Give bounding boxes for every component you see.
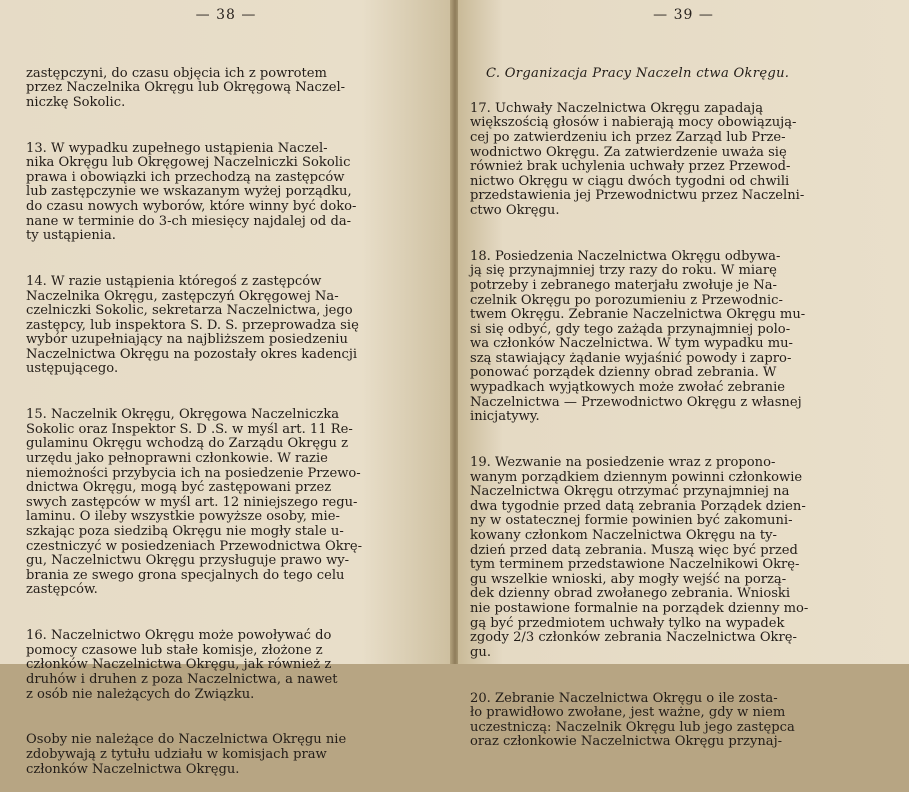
paragraph-19: 19. Wezwanie na posiedzenie wraz z propono- wanym porządkiem dziennym powinni członkowie Naczelnictwa Okręgu otrzymać przynajmniej na dwa tygodnie przed datą zebrania Porządek dzien- ny w ostatecznej formie powinien być zakomuni- kowany członkom Naczelnictwa Okręgu na ty- dzień przed datą zebrania. Muszą więc być przed tym terminem przedstawione Naczelnikowi Okrę- gu wszelkie wnioski, aby mogły wejść na porzą- dek dzienny obrad zwołanego zebrania. Wnioski nie postawione formalnie na porządek dzienny mo- gą być przedmiotem uchwały tylko na wypadek zgody 2/3 członków zebrania Naczelnictwa Okrę- gu. [470, 455, 809, 660]
page-number: — 38 — [195, 7, 257, 23]
paragraph-14: 14. W razie ustąpienia któregoś z zastępców Naczelnika Okręgu, zastępczyń Okręgowej Na- czelniczki Sokolic, sekretarza Naczelnictwa, jego zastępcy, lub inspektora S. D. S. przeprowadza się wybór uzupełniający na najbliższem posiedzeniu Naczelnictwa Okręgu na pozostały okres kadencji ustępującego. [26, 273, 359, 377]
paragraph: zastępczyni, do czasu objęcia ich z powrotem przez Naczelnika Okręgu lub Okręgową Naczel- niczkę Sokolic. [26, 65, 346, 110]
left-page-text [26, 52, 370, 792]
left-page [0, 0, 452, 777]
paragraph-13: 13. W wypadku zupełnego ustąpienia Naczel- nika Okręgu lub Okręgowej Naczelniczki Sokolic prawa i obowiązki ich przechodzą na zastępców lub zastępczynie we wskazanym wyżej porządku, do czasu nowych wyborów, które winny być doko- nane w terminie do 3-ch miesięcy najdalej od da- ty ustąpienia. [26, 140, 357, 244]
right-page-text [470, 52, 847, 765]
right-page [458, 0, 909, 750]
paragraph-20: 20. Zebranie Naczelnictwa Okręgu o ile zosta- ło prawidłowo zwołane, jest ważne, gdy w niem uczestniczą: Naczelnik Okręgu lub jego zastępca oraz członkowie Naczelnictwa Okręgu przynaj- [470, 690, 795, 750]
paragraph-18: 18. Posiedzenia Naczelnictwa Okręgu odbywa- ją się przynajmniej trzy razy do roku. W miarę potrzeby i zebranego materjału zwołuje je Na- czelnik Okręgu po porozumieniu z Przewodnic- twem Okręgu. Zebranie Naczelnictwa Okręgu mu- si się odbyć, gdy tego zażąda przynajmniej polo- wa członków Naczelnictwa. W tym wypadku mu- szą stawiający żądanie wyjaśnić powody i zapro- ponować porządek dzienny obrad zebrania. W wypadkach wyjątkowych może zwołać zebranie Naczelnictwa — Przewodnictwo Okręgu z własnej inicjatywy. [470, 248, 806, 425]
paragraph-15: 15. Naczelnik Okręgu, Okręgowa Naczelniczka Sokolic oraz Inspektor S. D .S. w myśl art. 11 Re- gulaminu Okręgu wchodzą do Zarządu Okręgu z urzędu jako pełnoprawni członkowie. W razie niemożności przybycia ich na posiedzenie Przewo- dnictwa Okręgu, mogą być zastępowani przez swych zastępców w myśl art. 12 niniejszego regu- laminu. O ileby wszystkie powyższe osoby, mie- szkając poza siedzibą Okręgu nie mogły stale u- czestniczyć w posiedzeniach Przewodnictwa Okrę- gu, Naczelnictwu Okręgu przysługuje prawo wy- brania ze swego grona specjalnych do tego celu zastępców. [26, 407, 363, 598]
paragraph-16: 16. Naczelnictwo Okręgu może powoływać do pomocy czasowe lub stałe komisje, złożone z członków Naczelnictwa Okręgu, jak również z druhów i druhen z poza Naczelnictwa, a nawet z osób nie należących do Związku. [26, 628, 338, 702]
section-heading: C. Organizacja Pracy Naczeln ctwa Okręgu. [486, 65, 790, 81]
page-number: — 39 — [653, 7, 714, 23]
paragraph: Osoby nie należące do Naczelnictwa Okręgu nie zdobywają z tytułu udziału w komisjach praw członków Naczelnictwa Okręgu. [26, 732, 347, 777]
paragraph-17: 17. Uchwały Naczelnictwa Okręgu zapadają większością głosów i nabierają mocy obowiązują- cej po zatwierdzeniu ich przez Zarząd lub Prze- wodnictwo Okręgu. Za zatwierdzenie uważa się również brak uchylenia uchwały przez Przewod- nictwo Okręgu w ciągu dwóch tygodni od chwili przedstawienia jej Przewodnictwu przez Naczelni- ctwo Okręgu. [470, 100, 805, 218]
